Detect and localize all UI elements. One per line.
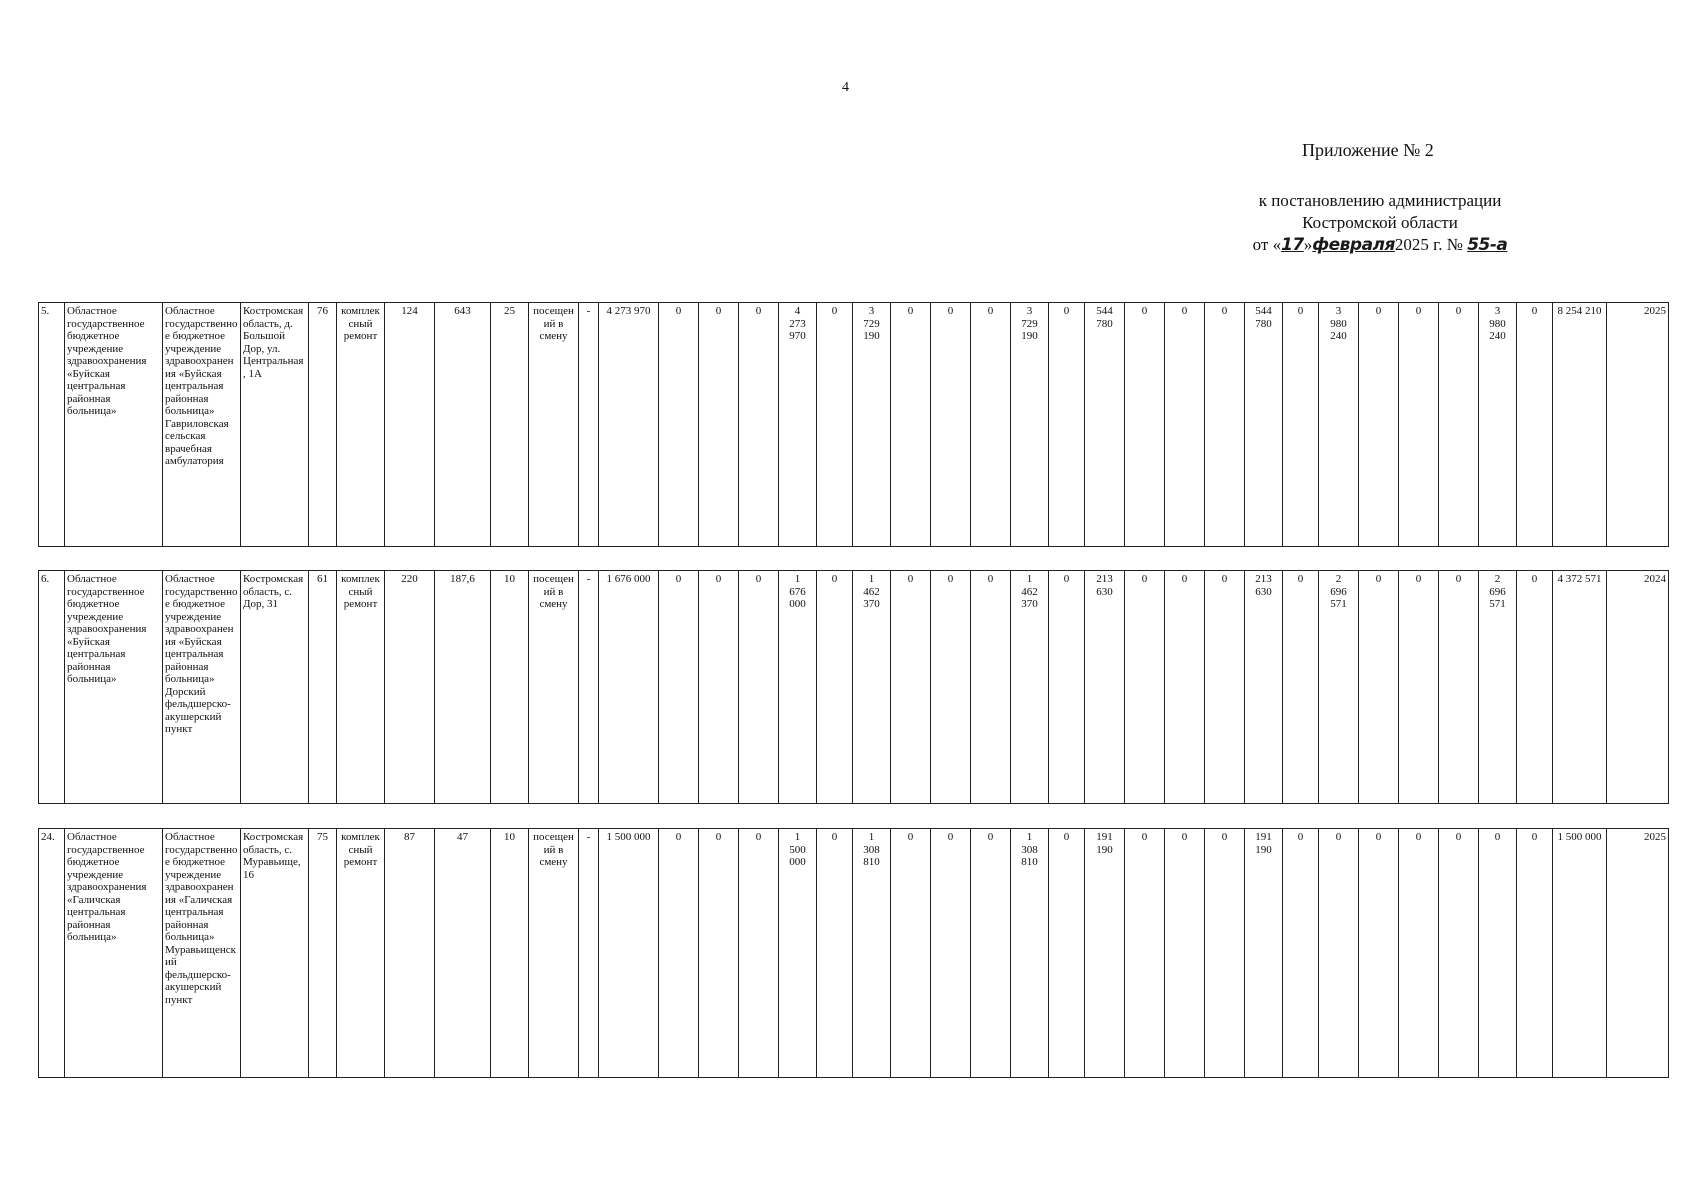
cell-unit: посещений в смену <box>529 829 579 1078</box>
cell-z10: 0 <box>1165 571 1205 804</box>
cell-z7: 0 <box>971 303 1011 547</box>
cell-v7 <box>1319 829 1359 1078</box>
cell-z3: 0 <box>739 571 779 804</box>
cell-v2-part: 273 <box>789 317 806 330</box>
cell-facility: Областное государственное бюджетное учреждение здравоохранения «Галичская центральная районная больница» Муравьищенский фельдшерско-акушерский пункт <box>163 829 241 1078</box>
cell-n3: 47 <box>435 829 491 1078</box>
cell-n2: 220 <box>385 571 435 804</box>
cell-v3-part: 729 <box>863 317 880 330</box>
cell-v2 <box>779 571 817 804</box>
cell-v3-part: 308 <box>863 843 880 856</box>
cell-v3-part: 370 <box>863 598 880 610</box>
cell-z3: 0 <box>739 829 779 1078</box>
cell-v8-part: 3 <box>1494 305 1501 317</box>
cell-z14: 0 <box>1399 571 1439 804</box>
cell-v9: 4 372 571 <box>1553 571 1607 804</box>
cell-v2-part: 000 <box>789 598 806 610</box>
date-prefix: от « <box>1252 235 1282 254</box>
cell-z15: 0 <box>1439 829 1479 1078</box>
resolution-line-2: Костромской области <box>1302 213 1458 232</box>
cell-z2: 0 <box>699 829 739 1078</box>
cell-v8-part: 571 <box>1489 598 1506 610</box>
cell-z8: 0 <box>1049 303 1085 547</box>
cell-v8-part: 696 <box>1489 585 1506 598</box>
resolution-block <box>1160 190 1600 256</box>
cell-address: Костромская область, д. Большой Дор, ул. Центральная, 1А <box>241 303 309 547</box>
cell-v4-part: 729 <box>1021 317 1038 330</box>
cell-v8-part: 0 <box>1494 831 1501 843</box>
cell-v2-part: 676 <box>789 585 806 598</box>
page-number: 4 <box>842 80 849 95</box>
cell-row-number: 24. <box>39 829 65 1078</box>
cell-z4: 0 <box>817 571 853 804</box>
cell-v2 <box>779 303 817 547</box>
cell-z5: 0 <box>891 571 931 804</box>
cell-v1: 4 273 970 <box>599 303 659 547</box>
cell-v4 <box>1011 303 1049 547</box>
cell-z13: 0 <box>1359 303 1399 547</box>
cell-n2: 87 <box>385 829 435 1078</box>
cell-v2-part: 1 <box>794 573 801 585</box>
cell-v4-part: 3 <box>1026 305 1033 317</box>
cell-v2-part: 970 <box>789 330 806 342</box>
cell-z1: 0 <box>659 829 699 1078</box>
cell-year: 2025 <box>1607 303 1669 547</box>
cell-v7 <box>1319 571 1359 804</box>
cell-z2: 0 <box>699 303 739 547</box>
cell-unit: посещений в смену <box>529 571 579 804</box>
cell-v3-part: 190 <box>863 330 880 342</box>
cell-z11: 0 <box>1205 571 1245 804</box>
cell-v3 <box>853 303 891 547</box>
cell-v7-part: 2 <box>1335 573 1342 585</box>
cell-z2: 0 <box>699 571 739 804</box>
cell-v4-part: 1 <box>1026 573 1033 585</box>
cell-z14: 0 <box>1399 829 1439 1078</box>
cell-row-number: 5. <box>39 303 65 547</box>
cell-v5: 191 190 <box>1085 829 1125 1078</box>
table-row <box>38 828 1669 1078</box>
cell-dash: - <box>579 571 599 804</box>
cell-address: Костромская область, с. Дор, 31 <box>241 571 309 804</box>
cell-dash: - <box>579 829 599 1078</box>
cell-v7-part: 240 <box>1330 330 1347 342</box>
cell-v7-part: 571 <box>1330 598 1347 610</box>
cell-v4-part: 462 <box>1021 585 1038 598</box>
cell-z16: 0 <box>1517 829 1553 1078</box>
cell-z6: 0 <box>931 829 971 1078</box>
resolution-date-line <box>1160 234 1600 256</box>
cell-row-number: 6. <box>39 571 65 804</box>
date-month-handwritten: февраля <box>1312 235 1395 255</box>
cell-v2-part: 4 <box>794 305 801 317</box>
cell-v3-part: 1 <box>868 573 875 585</box>
cell-v7-part: 980 <box>1330 317 1347 330</box>
cell-z9: 0 <box>1125 303 1165 547</box>
date-day-handwritten: 17 <box>1281 235 1304 255</box>
cell-z6: 0 <box>931 571 971 804</box>
cell-z5: 0 <box>891 303 931 547</box>
cell-v1: 1 500 000 <box>599 829 659 1078</box>
cell-z12: 0 <box>1283 829 1319 1078</box>
cell-z10: 0 <box>1165 303 1205 547</box>
cell-z14: 0 <box>1399 303 1439 547</box>
cell-unit: посещений в смену <box>529 303 579 547</box>
cell-z7: 0 <box>971 571 1011 804</box>
cell-work-type: комплексный ремонт <box>337 571 385 804</box>
cell-v3-part: 1 <box>868 831 875 843</box>
cell-address: Костромская область, с. Муравьище, 16 <box>241 829 309 1078</box>
cell-n3: 643 <box>435 303 491 547</box>
cell-v8 <box>1479 303 1517 547</box>
cell-facility: Областное государственное бюджетное учреждение здравоохранения «Буйская центральная районная больница» Гавриловская сельская врачебная амбулатория <box>163 303 241 547</box>
table-row <box>38 302 1669 547</box>
cell-z4: 0 <box>817 303 853 547</box>
cell-organization: Областное государственное бюджетное учреждение здравоохранения «Галичская центральная районная больница» <box>65 829 163 1078</box>
cell-year: 2024 <box>1607 571 1669 804</box>
cell-v2-part: 000 <box>789 856 806 868</box>
cell-z7: 0 <box>971 829 1011 1078</box>
cell-z9: 0 <box>1125 829 1165 1078</box>
cell-z8: 0 <box>1049 571 1085 804</box>
date-year: 2025 г. № <box>1394 235 1463 254</box>
cell-v8-part: 980 <box>1489 317 1506 330</box>
cell-z15: 0 <box>1439 571 1479 804</box>
cell-v7-part: 0 <box>1335 831 1342 843</box>
cell-v2-part: 1 <box>794 831 801 843</box>
cell-z11: 0 <box>1205 829 1245 1078</box>
cell-z9: 0 <box>1125 571 1165 804</box>
cell-v3 <box>853 829 891 1078</box>
cell-year: 2025 <box>1607 829 1669 1078</box>
appendix-title: Приложение № 2 <box>1302 140 1434 160</box>
cell-v6: 191 190 <box>1245 829 1283 1078</box>
cell-v7 <box>1319 303 1359 547</box>
resolution-line-1: к постановлению администрации <box>1258 191 1502 210</box>
cell-v5: 213 630 <box>1085 571 1125 804</box>
cell-v3-part: 3 <box>868 305 875 317</box>
cell-v6: 213 630 <box>1245 571 1283 804</box>
cell-z12: 0 <box>1283 303 1319 547</box>
cell-v4-part: 370 <box>1021 598 1038 610</box>
cell-z5: 0 <box>891 829 931 1078</box>
cell-v2 <box>779 829 817 1078</box>
cell-v7-part: 3 <box>1335 305 1342 317</box>
cell-v4-part: 810 <box>1021 856 1038 868</box>
cell-work-type: комплексный ремонт <box>337 829 385 1078</box>
cell-v4-part: 190 <box>1021 330 1038 342</box>
cell-facility: Областное государственное бюджетное учреждение здравоохранения «Буйская центральная районная больница» Дорский фельдшерско-акушерский пункт <box>163 571 241 804</box>
cell-v6: 544 780 <box>1245 303 1283 547</box>
cell-work-type: комплексный ремонт <box>337 303 385 547</box>
cell-z8: 0 <box>1049 829 1085 1078</box>
cell-organization: Областное государственное бюджетное учреждение здравоохранения «Буйская центральная районная больница» <box>65 571 163 804</box>
cell-organization: Областное государственное бюджетное учреждение здравоохранения «Буйская центральная районная больница» <box>65 303 163 547</box>
cell-v8-part: 2 <box>1494 573 1501 585</box>
cell-v8 <box>1479 829 1517 1078</box>
cell-z11: 0 <box>1205 303 1245 547</box>
cell-v9: 8 254 210 <box>1553 303 1607 547</box>
cell-v2-part: 500 <box>789 843 806 856</box>
cell-n1: 75 <box>309 829 337 1078</box>
cell-z6: 0 <box>931 303 971 547</box>
cell-v4 <box>1011 829 1049 1078</box>
cell-v5: 544 780 <box>1085 303 1125 547</box>
cell-v3-part: 462 <box>863 585 880 598</box>
date-mid: » <box>1303 235 1313 254</box>
table-row <box>38 570 1669 804</box>
cell-z3: 0 <box>739 303 779 547</box>
cell-z15: 0 <box>1439 303 1479 547</box>
cell-n4: 10 <box>491 829 529 1078</box>
cell-v3-part: 810 <box>863 856 880 868</box>
cell-z16: 0 <box>1517 571 1553 804</box>
cell-n2: 124 <box>385 303 435 547</box>
cell-z16: 0 <box>1517 303 1553 547</box>
cell-n1: 76 <box>309 303 337 547</box>
cell-v1: 1 676 000 <box>599 571 659 804</box>
cell-z1: 0 <box>659 303 699 547</box>
cell-v9: 1 500 000 <box>1553 829 1607 1078</box>
cell-v7-part: 696 <box>1330 585 1347 598</box>
cell-n4: 10 <box>491 571 529 804</box>
cell-z4: 0 <box>817 829 853 1078</box>
cell-n4: 25 <box>491 303 529 547</box>
cell-v3 <box>853 571 891 804</box>
cell-z12: 0 <box>1283 571 1319 804</box>
cell-z10: 0 <box>1165 829 1205 1078</box>
cell-z13: 0 <box>1359 829 1399 1078</box>
doc-number-handwritten: 55-а <box>1467 235 1508 255</box>
cell-dash: - <box>579 303 599 547</box>
cell-v4-part: 1 <box>1026 831 1033 843</box>
cell-v4-part: 308 <box>1021 843 1038 856</box>
cell-v4 <box>1011 571 1049 804</box>
cell-n3: 187,6 <box>435 571 491 804</box>
cell-n1: 61 <box>309 571 337 804</box>
cell-z13: 0 <box>1359 571 1399 804</box>
cell-z1: 0 <box>659 571 699 804</box>
cell-v8 <box>1479 571 1517 804</box>
cell-v8-part: 240 <box>1489 330 1506 342</box>
